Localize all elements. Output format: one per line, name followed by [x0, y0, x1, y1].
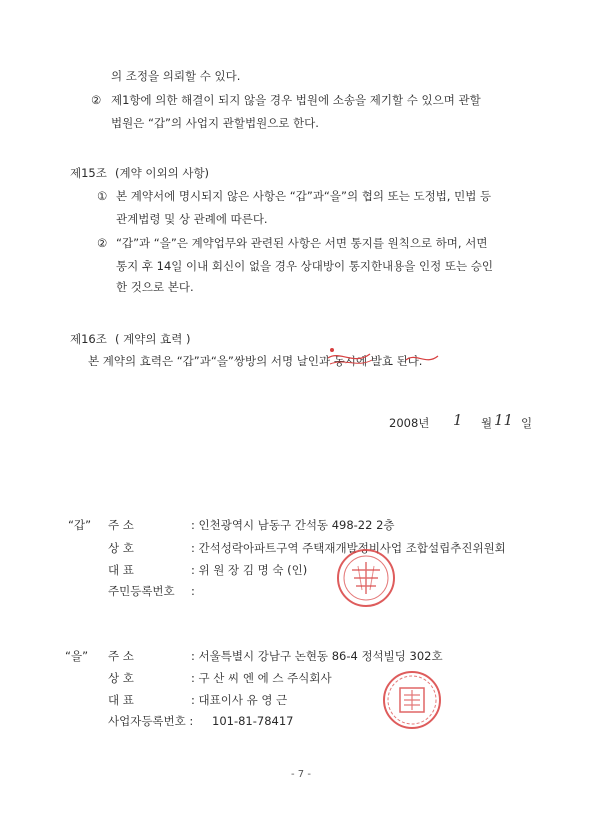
party-b-address-value: : 서울특별시 강남구 논현동 86-4 정석빌딩 302호 — [191, 649, 443, 663]
party-a-name-label: 상 호 — [108, 541, 134, 555]
party-b-rep-value: : 대표이사 유 영 근 — [191, 693, 288, 707]
art16-title: 제16조 — [70, 332, 107, 346]
art15-item1-line2: 관계법령 및 상 관례에 따른다. — [116, 212, 268, 226]
party-a-id-value: : — [191, 584, 195, 598]
party-a-address-label: 주 소 — [108, 518, 134, 532]
art15-subtitle: (계약 이외의 사항) — [115, 166, 210, 180]
date-day-label: 일 — [521, 416, 533, 430]
art14-item2-line1: 제1항에 의한 해결이 되지 않을 경우 법원에 소송을 제기할 수 있으며 관할 — [111, 93, 481, 107]
art15-title: 제15조 — [70, 166, 107, 180]
party-a-address-value: : 인천광역시 남동구 간석동 498-22 2층 — [191, 518, 395, 532]
date-month-handwritten: 1 — [453, 411, 463, 429]
party-b-rep-label: 대 표 — [108, 693, 134, 707]
art15-item2-line3: 한 것으로 본다. — [116, 280, 194, 294]
party-a-tag: “갑” — [68, 518, 92, 532]
art16-subtitle: ( 계약의 효력 ) — [115, 332, 191, 346]
art14-item2-line2: 법원은 “갑”의 사업지 관할법원으로 한다. — [111, 116, 319, 130]
date-year: 2008년 — [389, 416, 430, 430]
correction-mark — [320, 346, 460, 374]
party-b-seal — [380, 668, 444, 732]
art14-item2-num: ② — [91, 93, 102, 107]
date-day-handwritten: 11 — [494, 411, 514, 429]
party-b-address-label: 주 소 — [108, 649, 134, 663]
party-b-name-label: 상 호 — [108, 671, 134, 685]
date-month-label: 월 — [481, 416, 493, 430]
art16-body: 본 계약의 효력은 “갑”과“을”쌍방의 서명 날인과 동시에 발효 된다. — [88, 354, 423, 368]
party-a-seal — [334, 546, 398, 610]
art15-item1-line1: 본 계약서에 명시되지 않은 사항은 “갑”과“을”의 협의 또는 도정법, 민법 등 — [116, 189, 492, 203]
art15-item2-line2: 통지 후 14일 이내 회신이 없을 경우 상대방이 통지한내용을 인정 또는 승인 — [116, 259, 494, 273]
art14-line1: 의 조정을 의뢰할 수 있다. — [111, 69, 241, 83]
art15-item2-num: ② — [97, 236, 108, 250]
art15-item1-num: ① — [97, 189, 108, 203]
party-a-name-value: : 간석성락아파트구역 주택재개발정비사업 조합설립추진위원회 — [191, 541, 506, 555]
party-a-id-label: 주민등록번호 — [108, 584, 175, 598]
party-b-tag: “을” — [65, 649, 89, 663]
party-a-rep-label: 대 표 — [108, 563, 134, 577]
party-b-name-value: : 구 산 씨 엔 에 스 주식회사 — [191, 671, 332, 685]
party-a-rep-value: : 위 원 장 김 명 숙 (인) — [191, 563, 308, 577]
page-number: - 7 - — [291, 769, 311, 780]
party-b-reg-label: 사업자등록번호 : — [108, 714, 194, 728]
party-b-reg-value: 101-81-78417 — [212, 714, 294, 728]
art15-item2-line1: “갑”과 “을”은 계약업무와 관련된 사항은 서면 통지를 원칙으로 하며, 서면 — [116, 236, 488, 250]
